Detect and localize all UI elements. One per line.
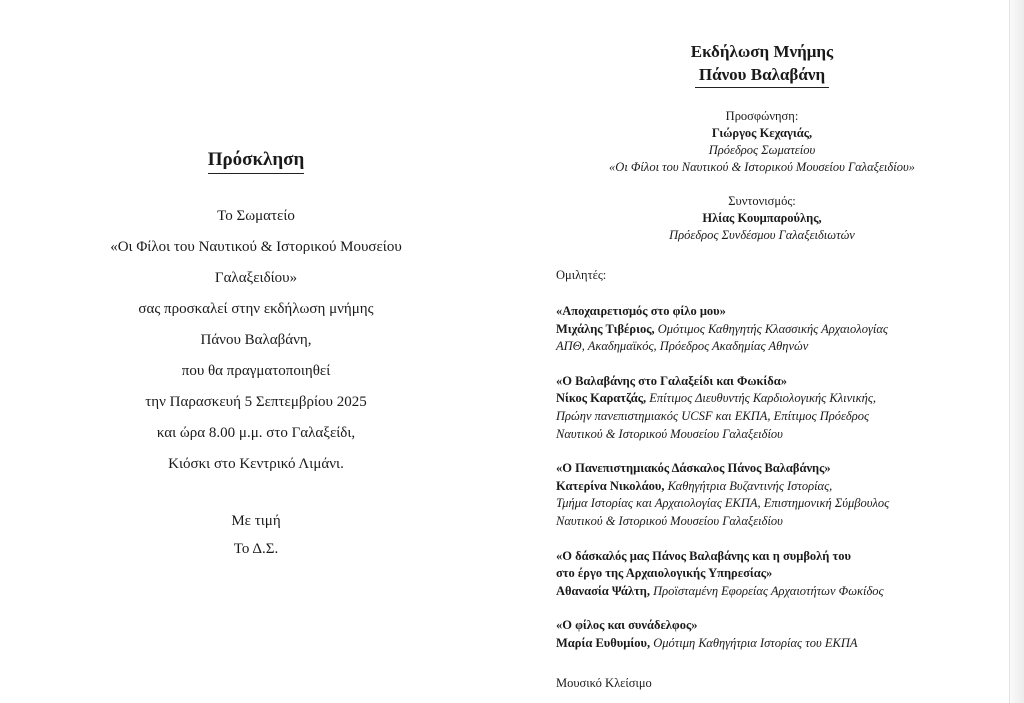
invitation-line: Κιόσκι στο Κεντρικό Λιμάνι. xyxy=(168,456,344,472)
talk-title: «Ο Βαλαβάνης στο Γαλαξείδι και Φωκίδα» xyxy=(556,373,788,388)
invitation-line: την Παρασκευή 5 Σεπτεμβρίου 2025 xyxy=(145,394,367,410)
speaker-role: Προϊσταμένη Εφορείας Αρχαιοτήτων Φωκίδος xyxy=(653,583,884,598)
invitation-line: Γαλαξειδίου» xyxy=(214,270,298,286)
invitation-line: «Οι Φίλοι του Ναυτικού & Ιστορικού Μουσείου xyxy=(110,239,402,255)
speaker-role-line: Τμήμα Ιστορίας και Αρχαιολογίας ΕΚΠΑ, Επιστημονική Σύμβουλος xyxy=(556,496,890,511)
speakers-label: Ομιλητές: xyxy=(556,268,607,282)
speaker-role: Ομότιμος Καθηγητής Κλασσικής Αρχαιολογίας xyxy=(657,321,888,336)
speaker-role: Επίτιμος Διευθυντής Καρδιολογικής Κλινικής, xyxy=(649,391,877,406)
program-title xyxy=(512,40,1012,86)
talks-list xyxy=(556,303,1006,670)
talk-item xyxy=(556,303,1006,356)
invitation-line: Το Σωματείο xyxy=(217,208,295,224)
speaker-role-line: Πρώην πανεπιστημιακός UCSF και ΕΚΠΑ, Επίτιμος Πρόεδρος xyxy=(556,408,870,423)
invitation-line: Πάνου Βαλαβάνη, xyxy=(200,332,312,348)
greeting-org: «Οι Φίλοι του Ναυτικού & Ιστορικού Μουσείου Γαλαξειδίου» xyxy=(609,160,915,174)
talk-title: «Ο φίλος και συνάδελφος» xyxy=(556,618,698,633)
coordination-name: Ηλίας Κουμπαρούλης, xyxy=(702,211,822,225)
invitation-line: που θα πραγματοποιηθεί xyxy=(181,363,331,379)
coordination-block xyxy=(512,193,1012,244)
talk-item xyxy=(556,548,1006,601)
talk-title-line2: στο έργο της Αρχαιολογικής Υπηρεσίας» xyxy=(556,566,773,581)
speaker-name: Μαρία Ευθυμίου, xyxy=(556,635,651,650)
closing-regards: Με τιμή xyxy=(231,513,281,529)
closing-signature: Το Δ.Σ. xyxy=(233,541,279,557)
speaker-name: Κατερίνα Νικολάου, xyxy=(556,478,665,493)
invitation-line: και ώρα 8.00 μ.μ. στο Γαλαξείδι, xyxy=(156,425,356,441)
coordination-label: Συντονισμός: xyxy=(728,194,796,208)
greeting-label: Προσφώνηση: xyxy=(725,109,799,123)
speaker-role-line: ΑΠΘ, Ακαδημαϊκός, Πρόεδρος Ακαδημίας Αθηνών xyxy=(556,339,809,354)
talk-title: «Ο δάσκαλός μας Πάνος Βαλαβάνης και η συμβολή του xyxy=(556,548,852,563)
greeting-role: Πρόεδρος Σωματείου xyxy=(708,143,816,157)
speaker-name: Νίκος Καρατζάς, xyxy=(556,391,647,406)
program-title-line1: Εκδήλωση Μνήμης xyxy=(690,42,834,61)
greeting-block xyxy=(512,108,1012,176)
page-edge xyxy=(1009,0,1024,703)
coordination-role: Πρόεδρος Συνδέσμου Γαλαξειδιωτών xyxy=(669,228,855,242)
program-page xyxy=(512,0,1024,703)
invitation-title: Πρόσκληση xyxy=(0,149,512,171)
speaker-role: Καθηγήτρια Βυζαντινής Ιστορίας, xyxy=(667,478,833,493)
speaker-name: Αθανασία Ψάλτη, xyxy=(556,583,650,598)
talk-item xyxy=(556,460,1006,530)
talk-title: «Ο Πανεπιστημιακός Δάσκαλος Πάνος Βαλαβάνης» xyxy=(556,461,831,476)
greeting-name: Γιώργος Κεχαγιάς, xyxy=(711,126,813,140)
invitation-line: σας προσκαλεί στην εκδήλωση μνήμης xyxy=(138,301,374,317)
invitation-body xyxy=(0,201,512,480)
music-closing: Μουσικό Κλείσιμο xyxy=(556,676,652,690)
talk-item xyxy=(556,373,1006,443)
talk-item xyxy=(556,617,1006,652)
talk-title: «Αποχαιρετισμός στο φίλο μου» xyxy=(556,304,726,318)
speaker-name: Μιχάλης Τιβέριος, xyxy=(556,321,655,336)
program-title-line2: Πάνου Βαλαβάνη xyxy=(695,65,829,88)
speaker-role-line: Ναυτικού & Ιστορικού Μουσείου Γαλαξειδίου xyxy=(556,513,783,528)
speaker-role-line: Ναυτικού & Ιστορικού Μουσείου Γαλαξειδίου xyxy=(556,426,783,441)
invitation-closing xyxy=(0,507,512,563)
speaker-role: Ομότιμη Καθηγήτρια Ιστορίας του ΕΚΠΑ xyxy=(653,635,858,650)
